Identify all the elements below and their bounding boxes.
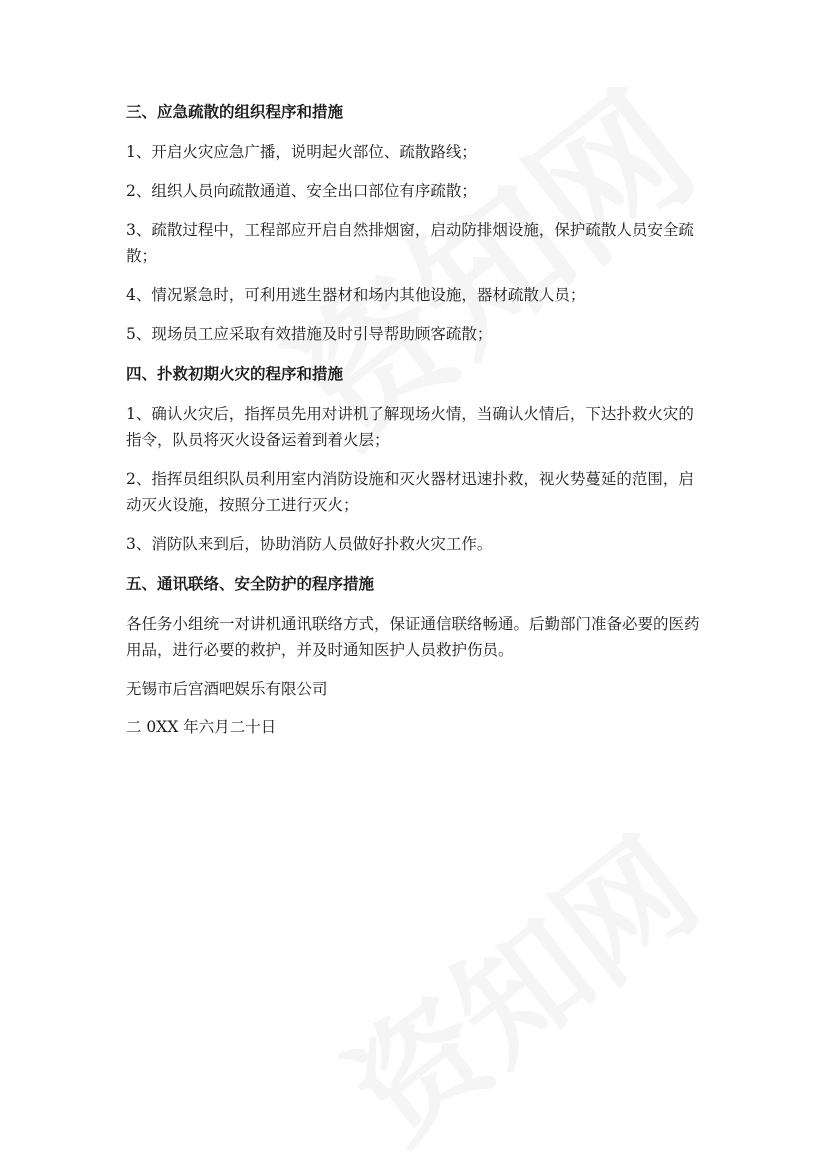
watermark	[330, 820, 717, 1163]
document-date: 二 0XX 年六月二十日	[126, 718, 277, 736]
paragraph: 各任务小组统一对讲机通讯联络方式，保证通信联络畅通。后勤部门准备必要的医药用品，进行必要的救护，并及时通知医护人员救护伤员。	[126, 615, 700, 659]
list-item: 1、开启火灾应急广播，说明起火部位、疏散路线；	[126, 143, 477, 161]
company-name: 无锡市后宫酒吧娱乐有限公司	[126, 680, 328, 698]
list-item: 2、组织人员向疏散通道、安全出口部位有序疏散；	[126, 182, 477, 200]
list-item: 3、疏散过程中，工程部应开启自然排烟窗，启动防排烟设施，保护疏散人员安全疏散；	[126, 221, 694, 265]
section-heading: 三、应急疏散的组织程序和措施	[126, 103, 344, 121]
section-heading: 五、通讯联络、安全防护的程序措施	[126, 575, 375, 593]
list-item: 5、现场员工应采取有效措施及时引导帮助顾客疏散；	[126, 325, 493, 343]
section-heading: 四、扑救初期火灾的程序和措施	[126, 365, 344, 383]
document-body	[126, 98, 706, 752]
list-item: 2、指挥员组织队员利用室内消防设施和灭火器材迅速扑救，视火势蔓延的范围，启动灭火设施，按照分工进行灭火；	[126, 470, 694, 514]
list-item: 1、确认火灾后，指挥员先用对讲机了解现场火情，当确认火情后，下达扑救火灾的指令，队员将灭火设备运着到着火层；	[126, 405, 694, 449]
list-item: 3、消防队来到后，协助消防人员做好扑救火灾工作。	[126, 535, 493, 553]
list-item: 4、情况紧急时，可利用逃生器材和场内其他设施，器材疏散人员；	[126, 286, 586, 304]
